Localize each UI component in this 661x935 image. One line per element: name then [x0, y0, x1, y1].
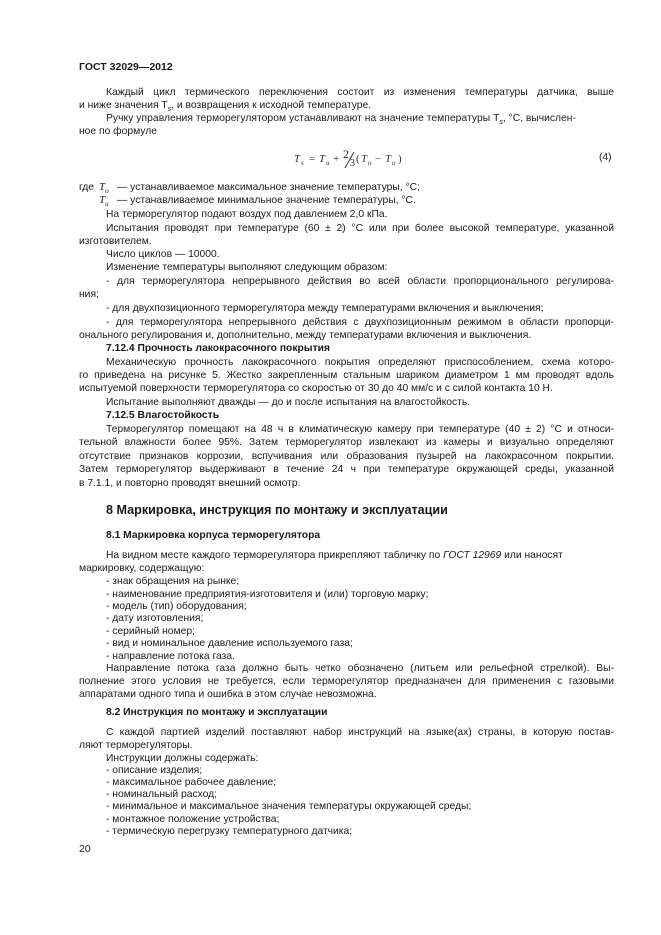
section-heading-7125: 7.12.5 Влагостойкость — [106, 410, 220, 421]
def-tu-text: — устанавливаемое минимальное значение температуры, °С. — [117, 195, 416, 206]
text-line: ния; — [79, 289, 99, 300]
text-line: На терморегулятор подают воздух под давлением 2,0 кПа. — [106, 209, 388, 220]
text-line: Испытание выполняют дважды — до и после испытания на влагостойкость. — [106, 397, 471, 408]
list-item: - направление потока газа. — [106, 651, 235, 662]
text-line: изготовителем. — [79, 236, 152, 247]
def-to-text: — устанавливаемое максимальное значение температуры, °С; — [117, 182, 420, 193]
text-line: аппаратами одного типа и ошибка в этом случае невозможна. — [79, 689, 377, 700]
text-line: Затем терморегулятор выдерживают в течение 24 ч при температуре окружающей среды, указанной — [79, 464, 614, 475]
text-line: и ниже значения $T_s$, и возвращения к исходной температуре. — [79, 100, 372, 114]
text-line: Механическую прочность лакокрасочного покрытия определяют приспособлением, схема которо- — [106, 357, 614, 368]
text-line: Изменение температуры выполняют следующим образом: — [106, 262, 388, 273]
text-line: маркировку, содержащую: — [79, 563, 205, 574]
list-item: - термическую перегрузку температурного датчика; — [106, 826, 353, 837]
list-item: - знак обращения на рынке; — [106, 576, 240, 587]
section-heading-81: 8.1 Маркировка корпуса терморегулятора — [106, 530, 321, 541]
text-line: в 7.1.1, и повторно проводят внешний осмотр. — [79, 478, 301, 489]
def-symbol-tu: $T_u$ — [99, 194, 109, 209]
text-line: Каждый цикл термического переключения состоит из изменения температуры датчика, выше — [106, 87, 614, 98]
standard-reference: ГОСТ 12969 — [443, 550, 502, 561]
text-line: тельной влажности более 95%. Затем терморегулятор извлекают из камеры и визуально определяют — [79, 437, 614, 448]
text-line: отсутствие признаков коррозии, вспучивания или образования пузырей на лакокрасочном покрытии. — [79, 451, 614, 462]
text-line: Инструкции должны содержать: — [106, 753, 259, 764]
text-line: На видном месте каждого терморегулятора прикрепляют табличку по ГОСТ 12969 или наносят — [106, 550, 563, 561]
section-heading-82: 8.2 Инструкция по монтажу и эксплуатации — [106, 707, 328, 718]
text-line: Испытания проводят при температуре (60 ± 2) °С или при более высокой температуре, указанной — [106, 223, 614, 234]
list-item: - минимальное и максимальное значения температуры окружающей среды; — [106, 801, 472, 812]
text-line: полнение этого условия не требуется, если терморегулятор предназначен для применения с газовыми — [79, 676, 614, 687]
list-item: - для терморегулятора непрерывного действия с двухпозиционным режимом в области пропорци- — [106, 317, 614, 328]
list-item: - описание изделия; — [106, 765, 203, 776]
text-line: Ручку управления терморегулятором устанавливают на значение температуры $T_s$, °С, вычислен- — [106, 113, 576, 127]
list-item: - модель (тип) оборудования; — [106, 601, 247, 612]
text-line: ляют терморегуляторы. — [79, 740, 193, 751]
section-heading-7124: 7.12.4 Прочность лакокрасочного покрытия — [106, 343, 330, 354]
list-item: - серийный номер; — [106, 626, 195, 637]
list-item: - для двухпозиционного терморегулятора между температурами включения и выключения; — [106, 303, 544, 314]
formula-number: (4) — [599, 152, 612, 163]
list-item: - номинальный расход; — [106, 789, 218, 800]
text-line: Терморегулятор помещают на 48 ч в климатическую камеру при температуре (40 ± 2) °С и относи- — [106, 424, 614, 435]
where-label: где — [79, 182, 95, 193]
def-symbol-to: $T_o$ — [99, 181, 109, 196]
section-heading-8: 8 Маркировка, инструкция по монтажу и эксплуатации — [106, 503, 448, 517]
list-item: - максимальное рабочее давление; — [106, 777, 277, 788]
list-item: - монтажное положение устройства; — [106, 814, 280, 825]
text-line: Направление потока газа должно быть четко обозначено (литьем или рельефной стрелкой). Вы- — [106, 663, 614, 674]
formula-4: T s = T u + 2 3 ( T o − T u ) — [294, 147, 402, 169]
text-line: ное по формуле — [79, 126, 157, 137]
text-line: Число циклов — 10000. — [106, 249, 220, 260]
list-item: - дату изготовления; — [106, 613, 204, 624]
standard-header: ГОСТ 32029—2012 — [79, 61, 173, 73]
list-item: - вид и номинальное давление используемого газа; — [106, 638, 353, 649]
list-item: - для терморегулятора непрерывного действия во всей области пропорционального регулирова- — [106, 276, 614, 287]
page-number: 20 — [79, 843, 91, 855]
text-line: С каждой партией изделий поставляют набор инструкций на языке(ах) страны, в которую постав- — [106, 727, 614, 738]
list-item: - наименование предприятия-изготовителя и (или) торговую марку; — [106, 589, 429, 600]
text-line: испытуемой поверхности терморегулятора со скоростью от 30 до 40 мм/с и с силой контакта 10 Н. — [79, 383, 553, 394]
text-line: онального регулирования и, дополнительно, между температурами включения и выключения. — [79, 330, 532, 341]
text-line: го приведена на рисунке 5. Жестко закрепленным стальным шариком диаметром 1 мм проводят вдоль — [79, 370, 614, 381]
